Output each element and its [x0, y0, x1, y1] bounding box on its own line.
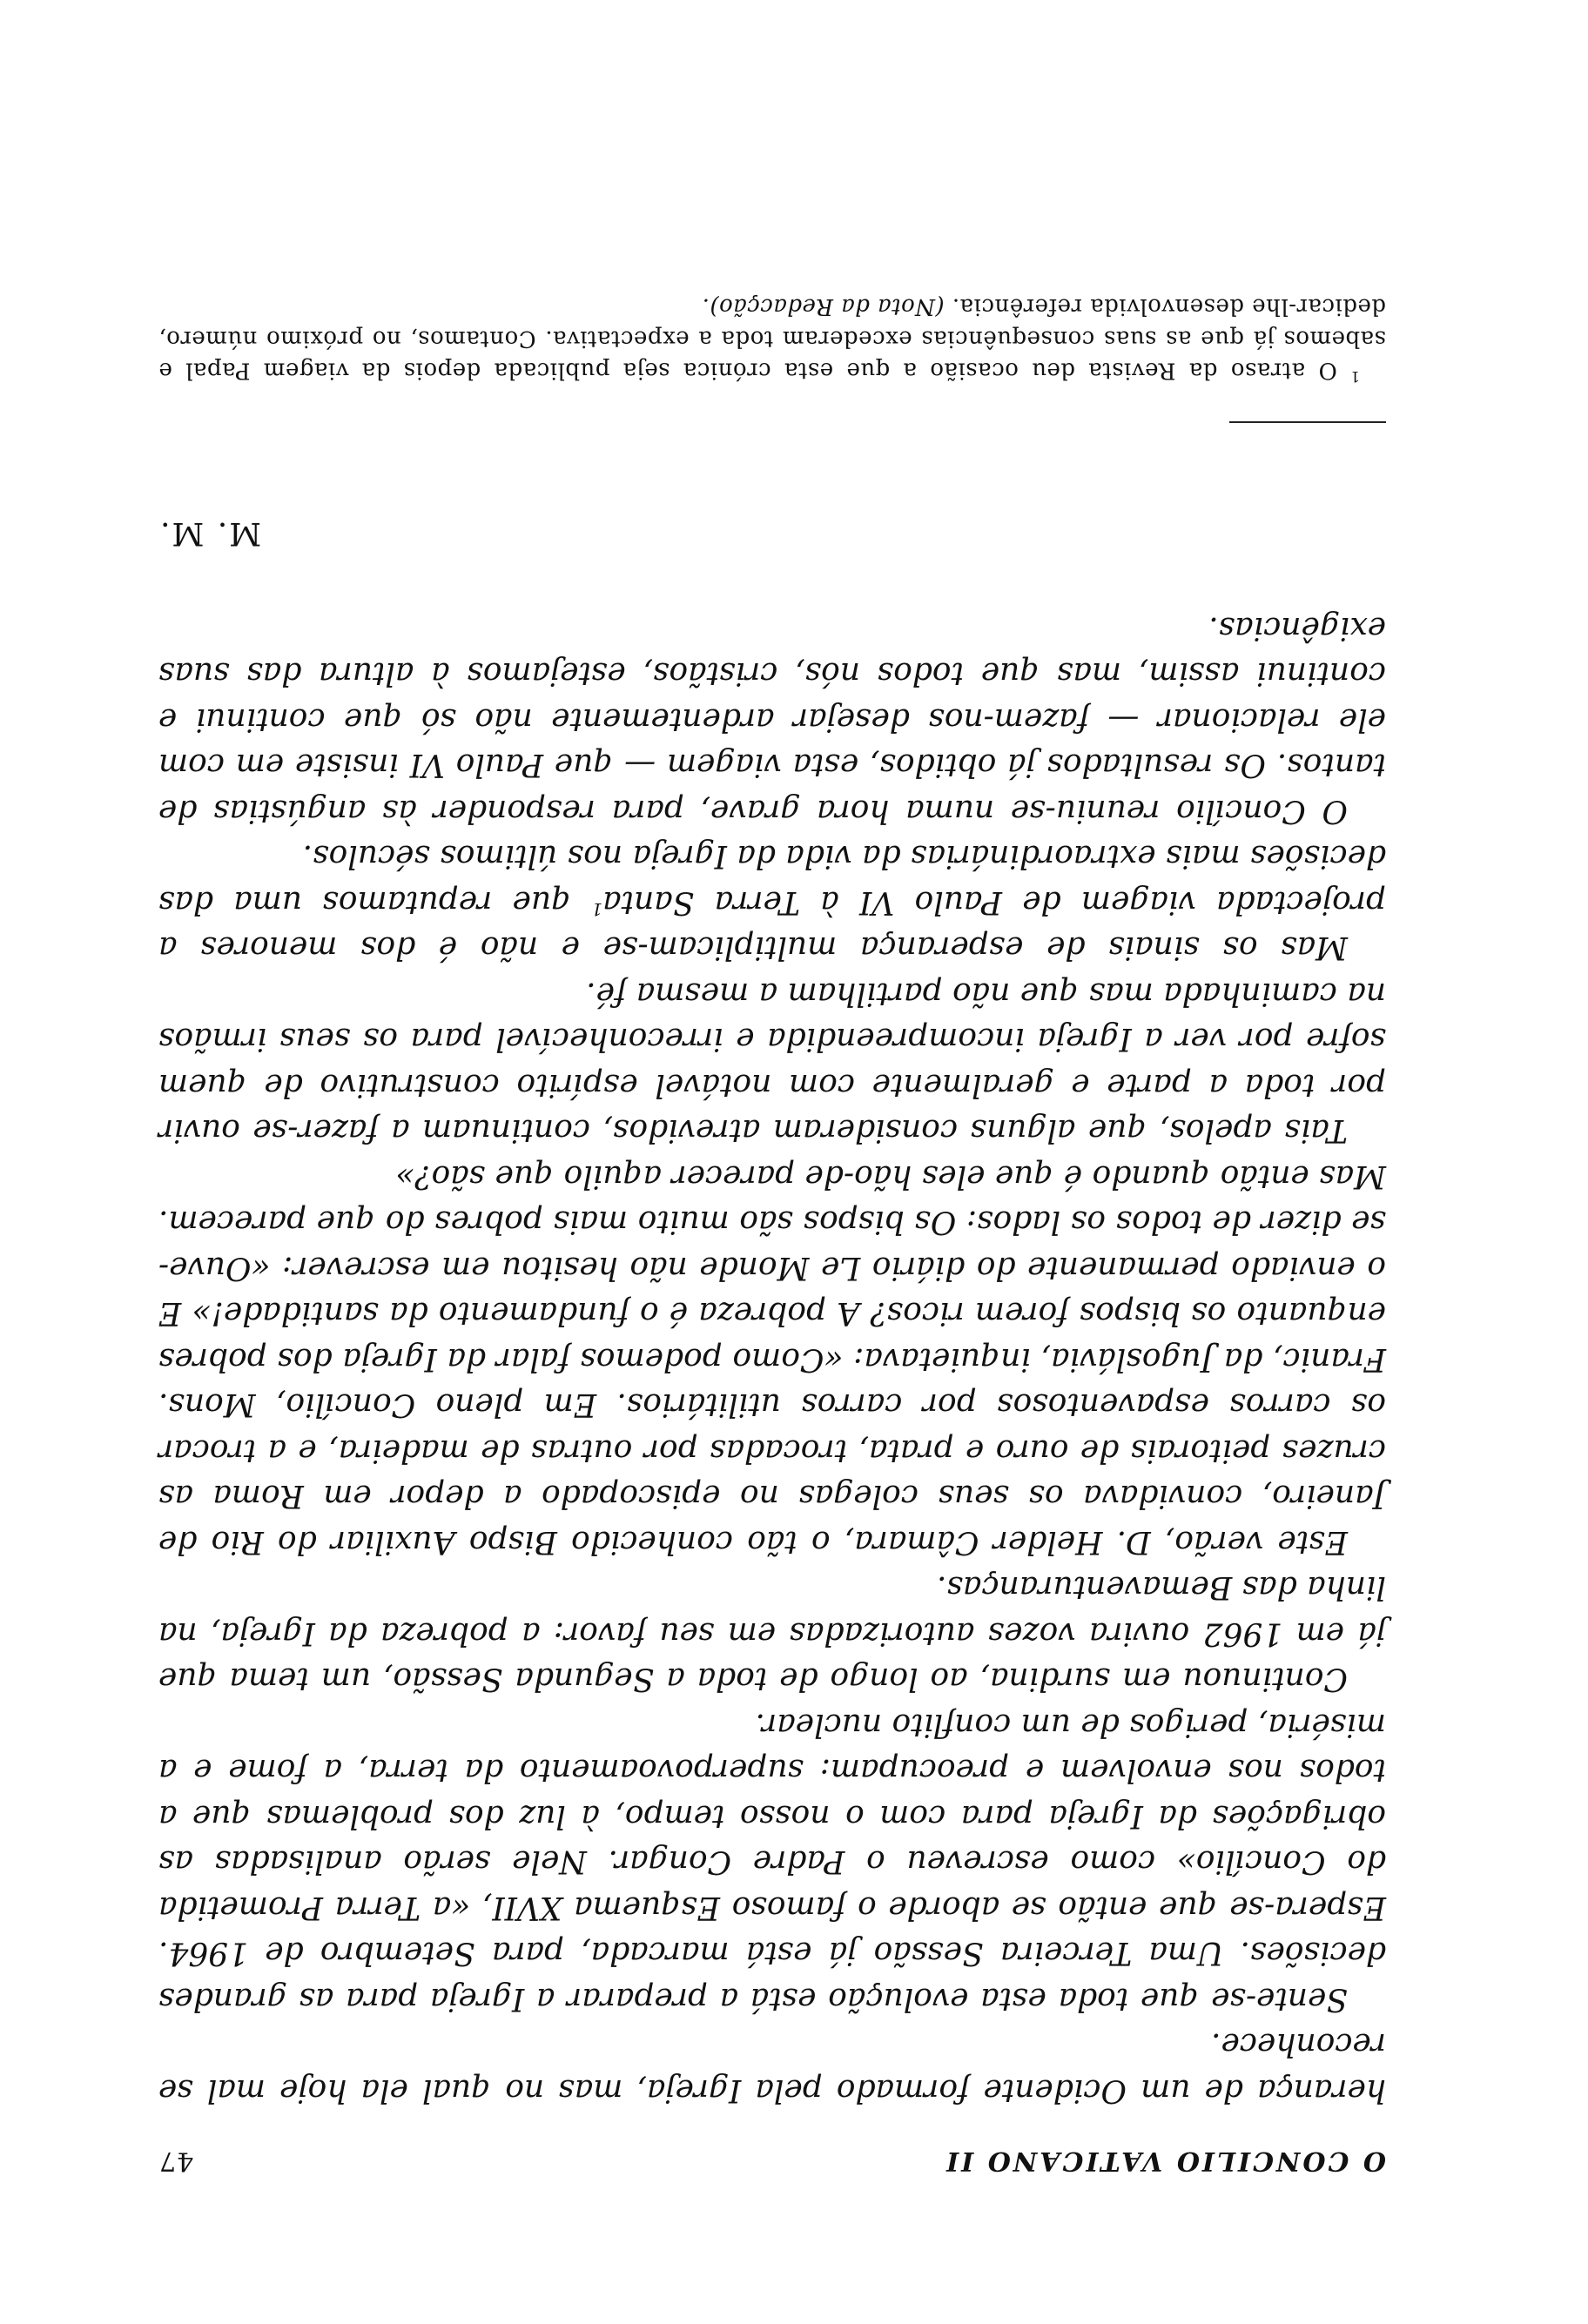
footnote — [158, 290, 1386, 393]
paragraph-6-before: Mas os sinais de esperança multiplicam-se e não é dos menores a projectada viagem de Paulo VI à Terra Santa — [158, 884, 1386, 966]
running-head — [158, 2146, 1386, 2176]
running-title: O CONCILIO VATICANO II — [944, 2146, 1386, 2176]
page-number: 47 — [158, 2146, 194, 2176]
body-text — [158, 605, 1386, 2113]
paragraph-6-after: que reputamos uma das decisões mais extraordinárias da vida da Igreja nos últimos séculos. — [158, 838, 1386, 920]
footnote-marker: 1 — [1349, 367, 1360, 386]
paragraph-6 — [158, 833, 1386, 971]
paragraph-2: Sente-se que toda esta evolução está a preparar a Igreja para as grandes decisões. Uma Terceira Sessão já está marcada, para Setembro de 1964. Espera-se que então se aborde o famoso Esquema XVII, «a Terra Prometida do Concílio» como escreveu o Padre Congar. Nele serão analisadas as obrigações da Igreja para com o nosso tempo, à luz dos problemas que a todos nos envolvem e preocupam: superpovoamento da terra, a fome e a miséria, perigos de um conflito nuclear. — [158, 1707, 1386, 2017]
footnote-divider — [1229, 422, 1386, 424]
paragraph-1: herança de um Ocidente formado pela Igreja, mas no qual ela hoje mal se reconhece. — [158, 2026, 1386, 2108]
paragraph-5: Tais apelos, que alguns consideram atrevidos, continuam a fazer-se ouvir por toda a parte e geralmente com notável espírito construtivo de quem sofre por ver a Igreja incompreendida e irreconhecível para os seus irmãos na caminhada mas que não partilham a mesma fé. — [158, 976, 1386, 1149]
author-initials: M. M. — [158, 515, 262, 552]
page-content — [158, 216, 1386, 2176]
paragraph-4: Este verão, D. Helder Câmara, o tão conhecido Bispo Auxiliar do Rio de Janeiro, convidava os seus colegas no episcopado a depor em Roma as cruzes peitorais de ouro e prata, trocadas por outras de madeira, e a trocar os carros espaventosos por carros utilitários. Em pleno Concílio, Mons. Franic, da Jugoslávia, inquietava: «Como podemos falar da Igreja dos pobres enquanto os bispos forem ricos? A pobreza é o fundamento da santidade!» E o enviado permanente do diário Le Monde não hesitou em escrever: «Ouve-se dizer de todos os lados: Os bispos são muito mais pobres do que parecem. Mas então quando é que eles hão-de parecer aquilo que são?» — [158, 1159, 1386, 1560]
paragraph-7: O Concílio reuniu-se numa hora grave, para responder às angústias de tantos. Os resultados já obtidos, esta viagem — que Paulo VI insiste em com ele relacionar — fazem-nos desejar ardentemente não só que continui e continui assim, mas que todos nós, cristãos, estejamos à altura das suas exigências. — [158, 610, 1386, 829]
footnote-reference: 1 — [591, 899, 603, 920]
editorial-note: (Nota da Redacção). — [702, 292, 945, 319]
footnote-text: O atraso da Revista deu ocasião a que esta crónica seja publicada depois da viagem Papal e sabemos já que as suas consequências excederam toda a expectativa. Contamos, no próximo número, dedicar-lhe desenvolvida referência. — [158, 292, 1386, 384]
paragraph-3: Continuou em surdina, ao longo de toda a Segunda Sessão, um tema que já em 1962 ouvira vozes autorizadas em seu favor: a pobreza da Igreja, na linha das Bemaventuranças. — [158, 1569, 1386, 1697]
